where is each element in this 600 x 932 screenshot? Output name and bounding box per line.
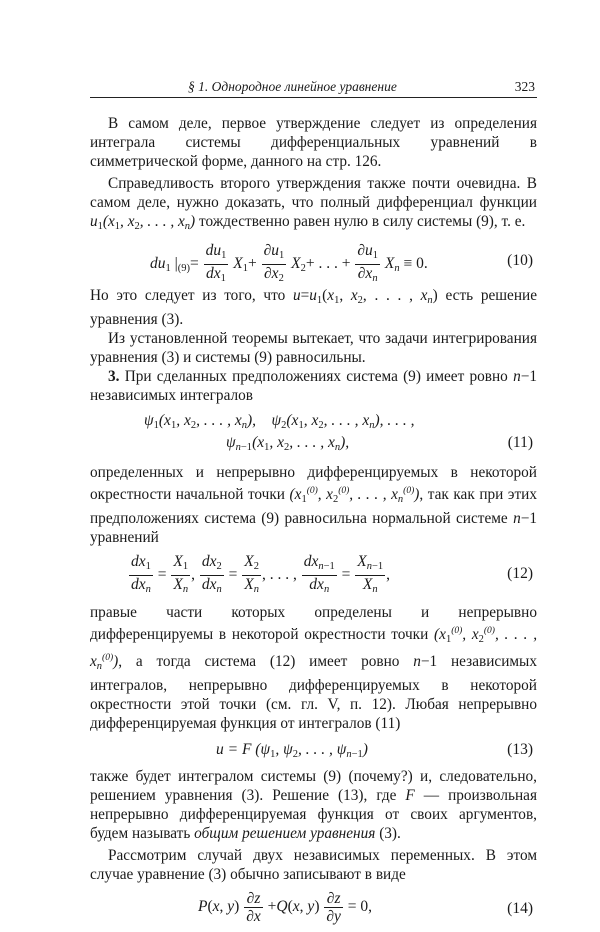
equation-10-number: (10) (507, 252, 533, 269)
equation-11-number: (11) (507, 434, 533, 451)
formula-n-minus-1-b: n (513, 510, 521, 527)
equation-12 (90, 547, 537, 603)
paragraph-7: правые части которых определены и непрерывно дифференцируемы в некоторой окрестности точки ($x_1^{(0)}$, $x_2^{(0)}$, . . . , $xn^{(0)}$), а тогда система (12) имеет ровно n−1 независимых интегралов, непрерывно дифференцируемых в некоторой окрестности этой точки (см. гл. V, п. 12). Любая непрерывно дифференцируемая функция от интегралов (11) (90, 604, 538, 732)
equation-13-body: u = F ($\psi_1$, $\psi_2$, . . . , $\psi n_{-1}$) (216, 741, 368, 760)
paragraph-5: 3. При сделанных предположениях система (9) имеет ровно n−1 независимых интегралов (90, 368, 537, 404)
paragraph-5-part-1: При сделанных предположениях система (9) имеет ровно (124, 368, 508, 385)
paragraph-7-part-1: правые части которых определены и непрерывно дифференцируемы в некоторой окрестности точки (90, 604, 537, 643)
paragraph-8-part-2: — произвольная непрерывно дифференцируемая функция от своих аргументов, будем называть (90, 787, 537, 842)
paragraph-6: определенных и непрерывно дифференцируемых в некоторой окрестности начальной точки ($x_1^{(0)}$, $x_2^{(0)}$, . . . , $xn^{(0)}$), так как при этих предположениях система (9) равносильна нормальной системе n−1 уравнений (90, 464, 537, 546)
formula-F: F (405, 787, 415, 804)
paragraph-2-part-1: Справедливость второго утверждения также почти очевидна. В самом деле, нужно доказать, что полный дифференциал функции (90, 175, 537, 211)
equation-13 (90, 733, 537, 767)
paragraph-7-part-2: , а тогда система (12) имеет ровно (118, 653, 400, 670)
running-header-title: § 1. Однородное линейное уравнение (188, 79, 397, 94)
paragraph-8 (90, 767, 537, 843)
item-number: 3. (108, 368, 120, 385)
equation-10-body: $du_1$ $|_{(9)}=$ $\frac{du_1}{dx_1}$ $X_1+$ $\frac{\partial u_1}{\partial x_2}$ $X_2+$ . . . + $\frac{\partial u_1}{\partial xn}$ Xn ≡ 0. (150, 242, 428, 284)
paragraph-3-part-2: есть решение уравнения (3). (90, 287, 537, 328)
paragraph-5-part-2: независимых интегралов (90, 387, 254, 404)
paragraph-4: Из установленной теоремы вытекает, что задачи интегрирования уравнения (3) и системы (9) равносильны. (90, 330, 537, 366)
equation-14-number: (14) (507, 900, 533, 917)
equation-14 (90, 884, 537, 932)
paragraph-8-part-3: (3). (379, 825, 401, 842)
formula-point: ($x_1^{(0)}$, $x_2^{(0)}$, . . . , $xn^{(0)}$) (90, 626, 538, 672)
paragraph-6-part-1: определенных и непрерывно дифференцируемых в некоторой окрестности начальной точки (90, 464, 537, 503)
paragraph-2 (90, 174, 537, 236)
equation-14-body: P(x, y) $\frac{\partial z}{\partial x}$ +Q(x, y) $\frac{\partial z}{\partial y}$ = 0, (198, 890, 373, 925)
formula-n-minus-1: n (513, 368, 521, 385)
formula-initial-point: ($x_1^{(0)}$, $x_2^{(0)}$, . . . , $xn^{(0)}$) (289, 486, 420, 505)
paragraph-3: Но это следует из того, что $u=u_1(x_1$, $x_2$, . . . , xn) есть решение уравнения (3). (90, 287, 537, 328)
page-body (90, 114, 537, 932)
paragraph-6-part-2: , так как при этих предположениях система (9) равносильна нормальной системе (90, 486, 537, 527)
paragraph-8-part-1: также будет интегралом системы (9) (почему?) и, следовательно, решением уравнения (3). Решение (13), где (90, 768, 537, 804)
equation-12-body: $\frac{dx_1}{\text{dxn}}$ = $\frac{X_1}{Xn}$ , $\frac{dx_2}{\text{dxn}}$ = $\frac{X_2}{Xn}$ , . . . , $\frac{dxn_{-1}}{\text{dxn}}$ = $\frac{Xn_{-1}}{Xn}$ , (131, 553, 391, 595)
page-number: 323 (514, 79, 535, 94)
formula-u1-args: $u_1(x_1$, $x_2$, . . . , xn) (90, 213, 196, 232)
equation-11-line-1: $\psi_1(x_1$, $x_2$, . . . , xn), $\psi_2(x_1$, $x_2$, . . . , xn), . . . , (144, 412, 415, 431)
paragraph-6-part-3: уравнений (90, 529, 159, 546)
formula-n-minus-1-c: n (413, 653, 421, 670)
equation-11 (90, 405, 537, 463)
paragraph-7-part-3: независимых интегралов, непрерывно дифференцируемых в некоторой окрестности этой точки (см. гл. V, п. 12). Любая непрерывно дифференцируемая функция от интегралов (11) (90, 653, 537, 732)
formula-u-equals-u1: u (292, 287, 301, 304)
paragraph-2-part-2: тождественно равен нулю в силу системы (9), т. е. (198, 213, 526, 230)
paragraph-9: Рассмотрим случай двух независимых переменных. В этом случае уравнение (3) обычно записывают в виде (90, 847, 537, 883)
running-header (90, 73, 537, 98)
term-general-solution: общим решением уравнения (194, 825, 376, 842)
equation-12-number: (12) (507, 565, 533, 582)
equation-10 (90, 236, 537, 286)
paragraph-3-part-1: Но это следует из того, что (90, 287, 286, 304)
paragraph-1: В самом деле, первое утверждение следует из определения интеграла системы дифференциальных уравнений в симметрической форме, данного на стр. 126. (90, 115, 537, 170)
equation-13-number: (13) (507, 741, 533, 758)
equation-11-line-2: $\psi n_{-1}(x_1$, $x_2$, . . . , xn), (226, 434, 350, 453)
